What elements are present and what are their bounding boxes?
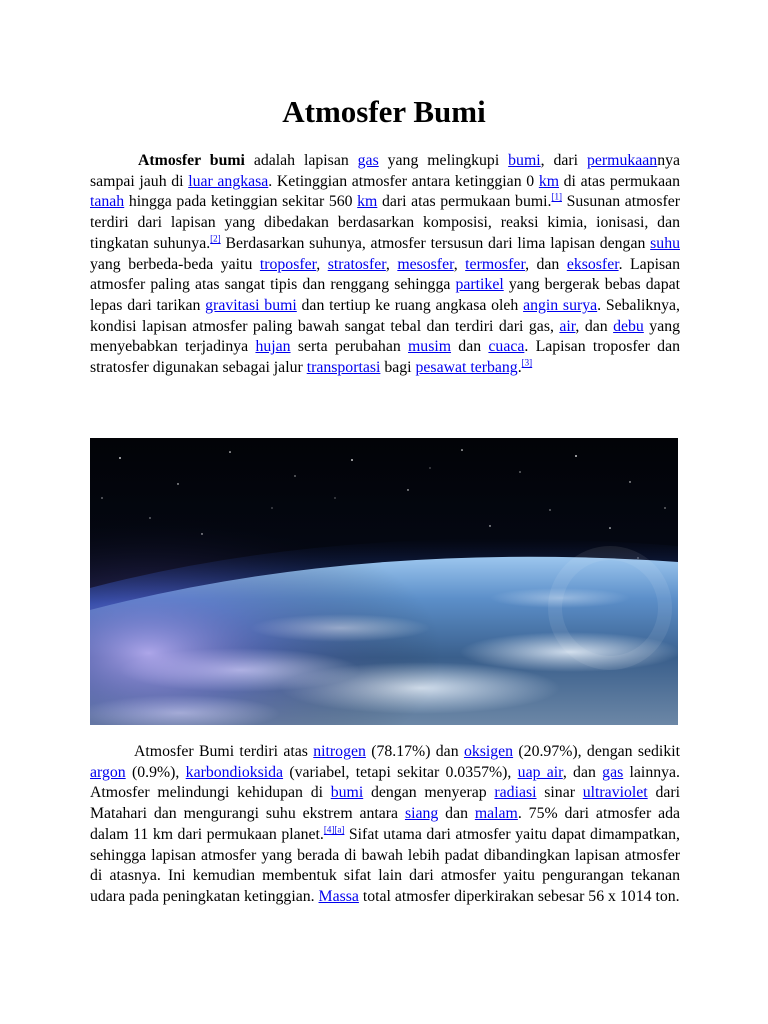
page-title: Atmosfer Bumi (282, 94, 486, 129)
text-run: , (385, 255, 398, 273)
inline-link[interactable]: air (559, 317, 576, 335)
text-run: , (453, 255, 466, 273)
citation-superscript (324, 825, 344, 835)
text-run: (78.17%) dan (365, 743, 464, 760)
paragraph-composition (90, 742, 680, 908)
text-run: Atmosfer Bumi terdiri atas (134, 743, 314, 760)
text-run: . (517, 359, 522, 377)
citation-link[interactable]: [3] (521, 357, 533, 368)
text-run: , dan (575, 317, 614, 335)
inline-link[interactable]: troposfer (259, 255, 317, 273)
text-run: total atmosfer diperkirakan sebesar 56 x 1014 ton. (358, 887, 680, 905)
inline-link[interactable]: tanah (90, 193, 125, 211)
inline-link[interactable]: debu (613, 317, 644, 335)
citation-link[interactable]: [4][a] (323, 824, 345, 835)
text-run: (0.9%), (125, 763, 186, 781)
citation-superscript (210, 234, 221, 244)
inline-link[interactable]: gas (602, 763, 624, 781)
text-run: yang menyebabkan terjadinya (90, 317, 680, 356)
text-run: yang bergerak bebas dapat lepas dari tarikan (90, 276, 680, 314)
inline-link[interactable]: suhu (650, 234, 680, 252)
citation-superscript (551, 192, 562, 202)
inline-link[interactable]: siang (404, 805, 439, 823)
text-run: hingga pada ketinggian sekitar 560 (124, 193, 358, 211)
inline-link[interactable]: karbondioksida (185, 763, 284, 781)
inline-link[interactable]: bumi (330, 784, 364, 802)
text-run: , dan (562, 763, 603, 781)
inline-link[interactable]: malam (474, 805, 518, 823)
citation-link[interactable]: [2] (210, 233, 221, 244)
inline-link[interactable]: musim (408, 338, 452, 356)
inline-link[interactable]: stratosfer (327, 255, 386, 273)
inline-link[interactable]: cuaca (488, 338, 525, 356)
text-run: Berdasarkan suhunya, atmosfer tersusun dari lima lapisan dengan (220, 234, 651, 252)
inline-link[interactable]: permukaan (587, 152, 658, 169)
text-run: , dan (525, 255, 567, 273)
inline-link[interactable]: oksigen (463, 743, 514, 760)
inline-link[interactable]: Massa (318, 887, 359, 905)
text-run: dari atas permukaan bumi. (377, 193, 552, 211)
text-run: bagi (380, 359, 416, 377)
inline-link[interactable]: hujan (255, 338, 291, 356)
citation-superscript (522, 358, 533, 368)
inline-link[interactable]: km (538, 172, 559, 190)
text-run: yang berbeda-beda yaitu (90, 255, 260, 273)
text-run: Sifat utama dari atmosfer yaitu dapat dimampatkan, sehingga lapisan atmosfer yang berada di bawah lebih padat dibandingkan lapisan atmosfer di atasnya. Ini kemudian membentuk sifat lain dari atmosfer yaitu pengurangan tekanan udara pada peningkatan ketinggian. (90, 825, 680, 905)
text-run: (variabel, tetapi sekitar 0.0357%), (283, 763, 518, 781)
inline-link[interactable]: mesosfer (397, 255, 454, 273)
text-run: serta perubahan (290, 338, 409, 356)
text-run: lainnya. Atmosfer melindungi kehidupan di (90, 763, 680, 802)
text-run: . Lapisan atmosfer paling atas sangat tipis dan renggang sehingga (90, 255, 681, 294)
bold-term: Atmosfer bumi (138, 152, 245, 169)
text-run: , (316, 255, 328, 273)
text-run: . Ketinggian atmosfer antara ketinggian 0 (268, 172, 539, 190)
text-run: . Sebaliknya, kondisi lapisan atmosfer paling bawah sangat tebal dan terdiri dari gas, (90, 296, 681, 335)
inline-link[interactable]: eksosfer (566, 255, 619, 273)
inline-link[interactable]: argon (90, 763, 126, 781)
text-run: , dari (540, 152, 587, 169)
text-run: dan tertiup ke ruang angkasa oleh (296, 296, 524, 314)
inline-link[interactable]: termosfer (465, 255, 526, 273)
earth-atmosphere-photo (90, 438, 678, 725)
inline-link[interactable]: luar angkasa (188, 172, 269, 190)
text-run: adalah lapisan (244, 152, 358, 169)
inline-link[interactable]: gravitasi bumi (205, 296, 297, 314)
text-run: nya sampai jauh di (90, 152, 680, 190)
inline-link[interactable]: km (357, 193, 378, 211)
text-run: di atas permukaan (559, 172, 680, 190)
paragraph-intro (90, 151, 680, 379)
inline-link[interactable]: gas (357, 152, 379, 169)
text-run: yang melingkupi (378, 152, 509, 169)
text-run: (20.97%), dengan sedikit (513, 743, 680, 760)
text-run: Susunan atmosfer terdiri dari lapisan yang dibedakan berdasarkan komposisi, reaksi kimia, ionisasi, dan tingkatan suhunya. (90, 193, 680, 252)
text-run: dengan menyerap (363, 784, 495, 802)
inline-link[interactable]: nitrogen (313, 743, 366, 760)
inline-link[interactable]: angin surya (523, 296, 598, 314)
inline-link[interactable]: bumi (508, 152, 541, 169)
text-run: . 75% dari atmosfer ada dalam 11 km dari permukaan planet. (90, 805, 680, 843)
text-run: dari Matahari dan mengurangi suhu ekstrem antara (90, 784, 681, 823)
inline-link[interactable]: radiasi (494, 784, 537, 802)
text-run: dan (451, 338, 489, 356)
inline-link[interactable]: ultraviolet (582, 784, 648, 802)
text-run: sinar (536, 784, 583, 802)
inline-link[interactable]: partikel (455, 276, 504, 294)
inline-link[interactable]: pesawat terbang (415, 359, 518, 377)
citation-link[interactable]: [1] (551, 192, 562, 203)
text-run: . Lapisan troposfer dan stratosfer digunakan sebagai jalur (90, 338, 680, 377)
inline-link[interactable]: transportasi (306, 359, 381, 377)
text-run: dan (438, 805, 475, 823)
inline-link[interactable]: uap air (517, 763, 563, 781)
